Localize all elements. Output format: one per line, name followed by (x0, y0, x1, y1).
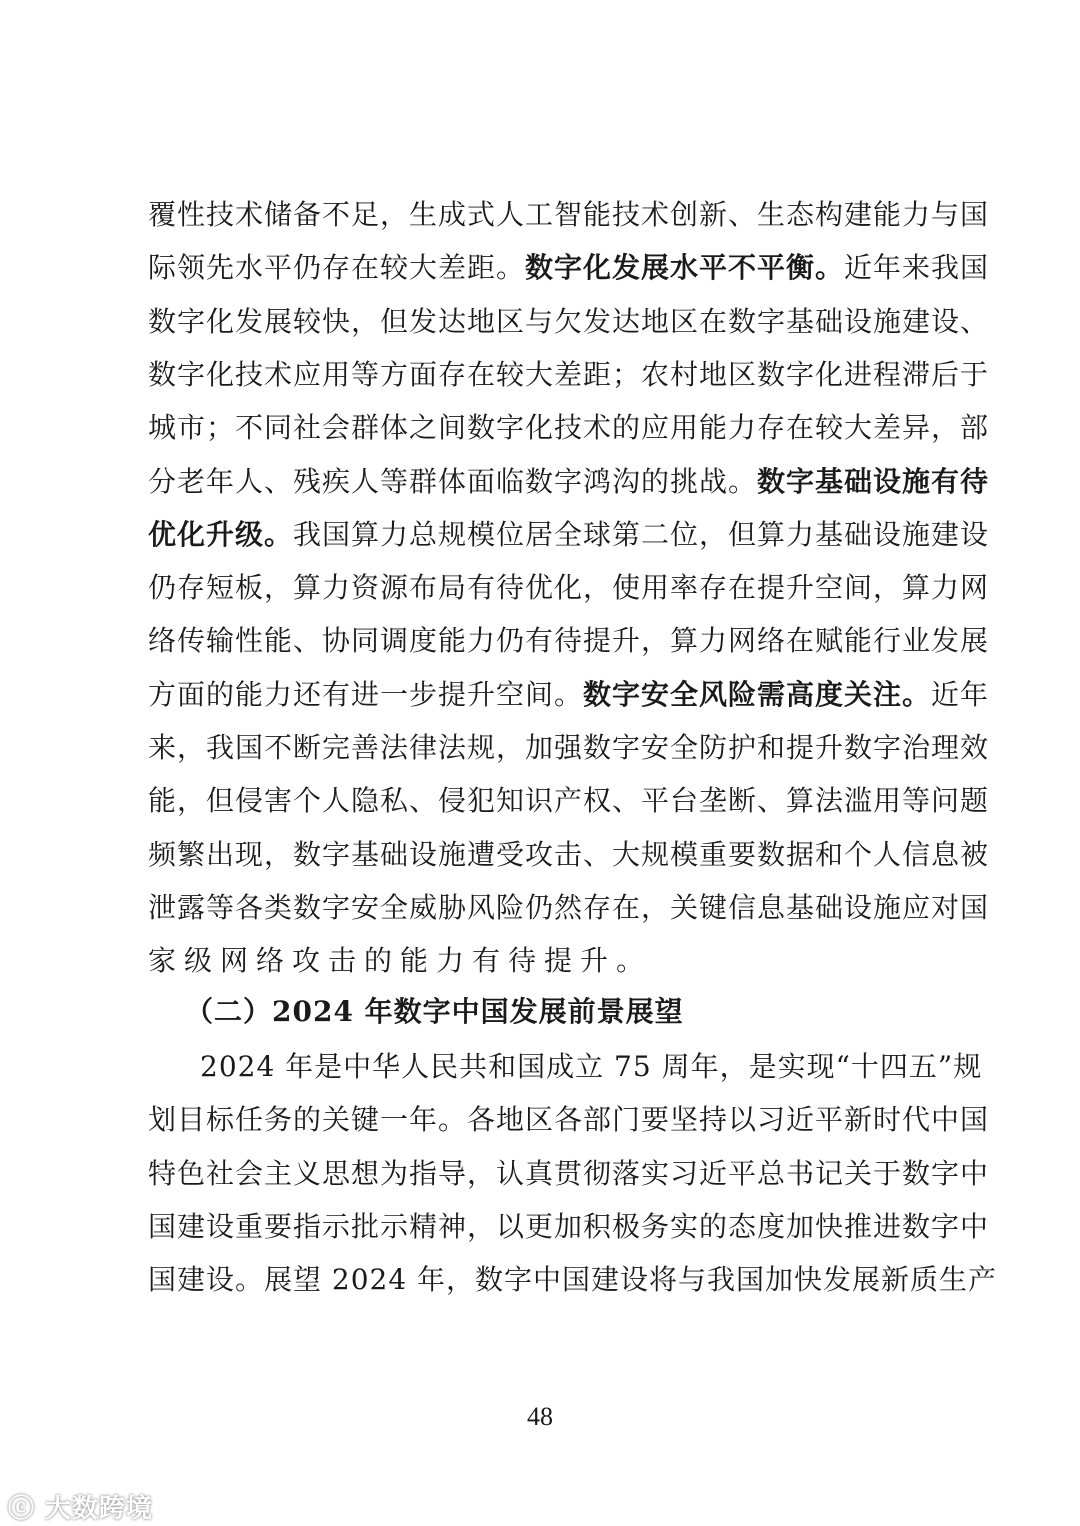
text-line (148, 462, 990, 502)
text-span: 近年来我国 (844, 251, 990, 285)
text-span: 划目标任务的关键一年。各地区各部门要坚持以习近平新时代中国 (148, 1103, 990, 1137)
text-span: 特色社会主义思想为指导，认真贯彻落实习近平总书记关于数字中 (148, 1156, 990, 1190)
section-heading: （二）2024 年数字中国发展前景展望 (185, 995, 684, 1028)
text-line (148, 1154, 990, 1194)
text-line (148, 888, 990, 928)
text-line (148, 621, 990, 661)
text-span: 分老年人、残疾人等群体面临数字鸿沟的挑战。 (148, 464, 758, 498)
text-span: 2024 年是中华人民共和国成立 75 周年，是实现“十四五”规 (200, 1050, 983, 1083)
text-line (148, 941, 932, 981)
text-span: 城市；不同社会群体之间数字化技术的应用能力存在较大差异，部 (148, 411, 990, 445)
bold-phrase: 数字基础设施有待 (757, 464, 990, 498)
bold-phrase: 优化升级。 (148, 517, 294, 551)
text-span: 覆性技术储备不足，生成式人工智能技术创新、生态构建能力与国 (148, 198, 990, 231)
text-line (148, 515, 990, 555)
text-span: 近年 (931, 677, 990, 711)
text-line (148, 568, 990, 608)
text-span: 数字化发展较快，但发达地区与欠发达地区在数字基础设施建设、 (148, 304, 990, 338)
text-line (148, 408, 990, 448)
bold-phrase: 数字化发展水平不平衡。 (525, 251, 845, 285)
bold-phrase: 数字安全风险需高度关注。 (583, 677, 932, 711)
text-line (148, 675, 990, 715)
text-span: 数字化技术应用等方面存在较大差距；农村地区数字化进程滞后于 (148, 357, 990, 391)
text-line (148, 1100, 990, 1140)
text-span: 国建设。展望 2024 年，数字中国建设将与我国加快发展新质生产 (148, 1263, 998, 1297)
text-span: 仍存短板，算力资源布局有待优化，使用率存在提升空间，算力网 (148, 571, 990, 605)
watermark-logo: ⓒ 大数跨境 (8, 1494, 154, 1524)
page-number: 48 (527, 1402, 553, 1431)
text-span: 能，但侵害个人隐私、侵犯知识产权、平台垄断、算法滥用等问题 (148, 784, 990, 818)
text-span: 频繁出现，数字基础设施遭受攻击、大规模重要数据和个人信息被 (148, 837, 990, 871)
text-line (200, 1047, 983, 1087)
text-line (148, 835, 990, 875)
text-span: 来，我国不断完善法律法规，加强数字安全防护和提升数字治理效 (148, 731, 990, 764)
text-span: 方面的能力还有进一步提升空间。 (148, 677, 584, 711)
text-span: 泄露等各类数字安全威胁风险仍然存在，关键信息基础设施应对国 (148, 890, 990, 924)
text-line (148, 728, 990, 768)
text-line (148, 781, 990, 821)
text-line (148, 302, 990, 342)
text-span: 我国算力总规模位居全球第二位，但算力基础设施建设 (293, 517, 990, 551)
text-line (148, 1260, 998, 1300)
text-line (148, 355, 990, 395)
text-line (148, 248, 990, 288)
text-span: 国建设重要指示批示精神，以更加积极务实的态度加快推进数字中 (148, 1209, 990, 1243)
text-span: 际领先水平仍存在较大差距。 (148, 251, 526, 285)
text-span: 家级网络攻击的能力有待提升。 (148, 944, 653, 978)
text-line (148, 195, 990, 235)
text-line (148, 1207, 990, 1247)
text-span: 络传输性能、协同调度能力仍有待提升，算力网络在赋能行业发展 (148, 624, 990, 658)
